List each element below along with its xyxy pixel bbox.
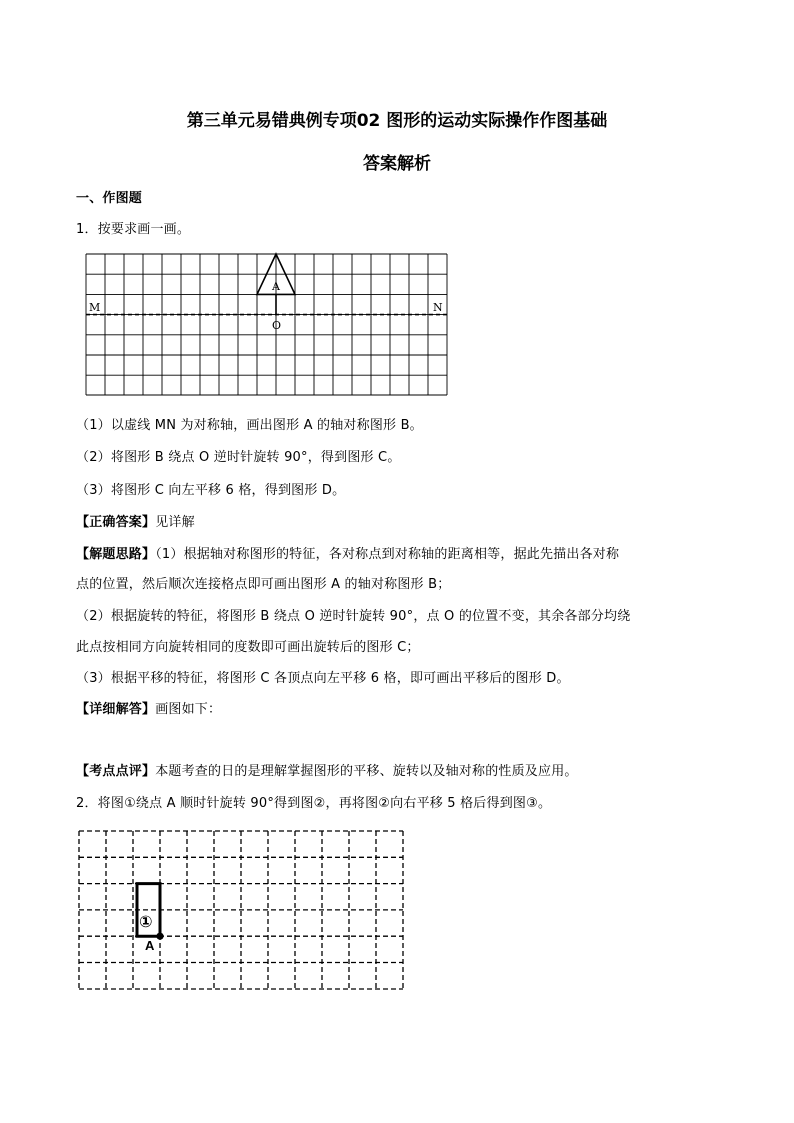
q1-approach-line-5: （3）根据平移的特征，将图形 C 各顶点向左平移 6 格，即可画出平移后的图形 D。 [76,671,570,686]
section-heading: 一、作图题 [76,191,143,206]
point-a-label: A [145,938,155,953]
q1-detail [76,698,221,717]
q1-grid-figure [86,254,451,396]
q1-approach-line-1 [76,543,619,562]
answer-text: 见详解 [155,515,195,530]
figure-1-label: ① [139,912,153,931]
q1-part-1: （1）以虚线 MN 为对称轴，画出图形 A 的轴对称图形 B。 [76,418,423,433]
q1-approach-line-4: 此点按相同方向旋转相同的度数即可画出旋转后的图形 C； [76,640,420,655]
q2-prompt: 2．将图①绕点 A 顺时针旋转 90°得到图②，再将图②向右平移 5 格后得到图③。 [76,796,552,811]
approach-text-1: （1）根据轴对称图形的特征，各对称点到对称轴的距离相等，据此先描出各对称 [155,547,620,562]
answer-tag: 【正确答案】 [76,515,156,530]
label-n: N [433,301,443,314]
point-a-dot [156,933,163,940]
q2-grid-lines [79,831,403,989]
q1-approach-line-2: 点的位置，然后顺次连接格点即可画出图形 A 的轴对称图形 B； [76,577,451,592]
label-a: A [272,280,280,293]
label-m: M [89,301,101,314]
label-o: O [272,319,282,332]
review-text: 本题考查的日的是理解掌握图形的平移、旋转以及轴对称的性质及应用。 [155,764,578,779]
q1-prompt: 1．按要求画一画。 [76,222,191,237]
detail-text: 画图如下： [155,702,222,717]
q1-part-3: （3）将图形 C 向左平移 6 格，得到图形 D。 [76,483,346,498]
review-tag: 【考点点评】 [76,764,156,779]
page-subtitle: 答案解析 [363,154,431,174]
q1-review [76,760,578,779]
page-title: 第三单元易错典例专项02 图形的运动实际操作作图基础 [186,111,608,131]
q2-grid-figure [79,831,409,996]
q1-part-2: （2）将图形 B 绕点 O 逆时针旋转 90°，得到图形 C。 [76,450,401,465]
q1-approach-line-3: （2）根据旋转的特征，将图形 B 绕点 O 逆时针旋转 90°，点 O 的位置不变，其余各部分均绕 [76,609,631,624]
approach-tag: 【解题思路】 [76,547,156,562]
q1-answer [76,511,195,530]
detail-tag: 【详细解答】 [76,702,156,717]
